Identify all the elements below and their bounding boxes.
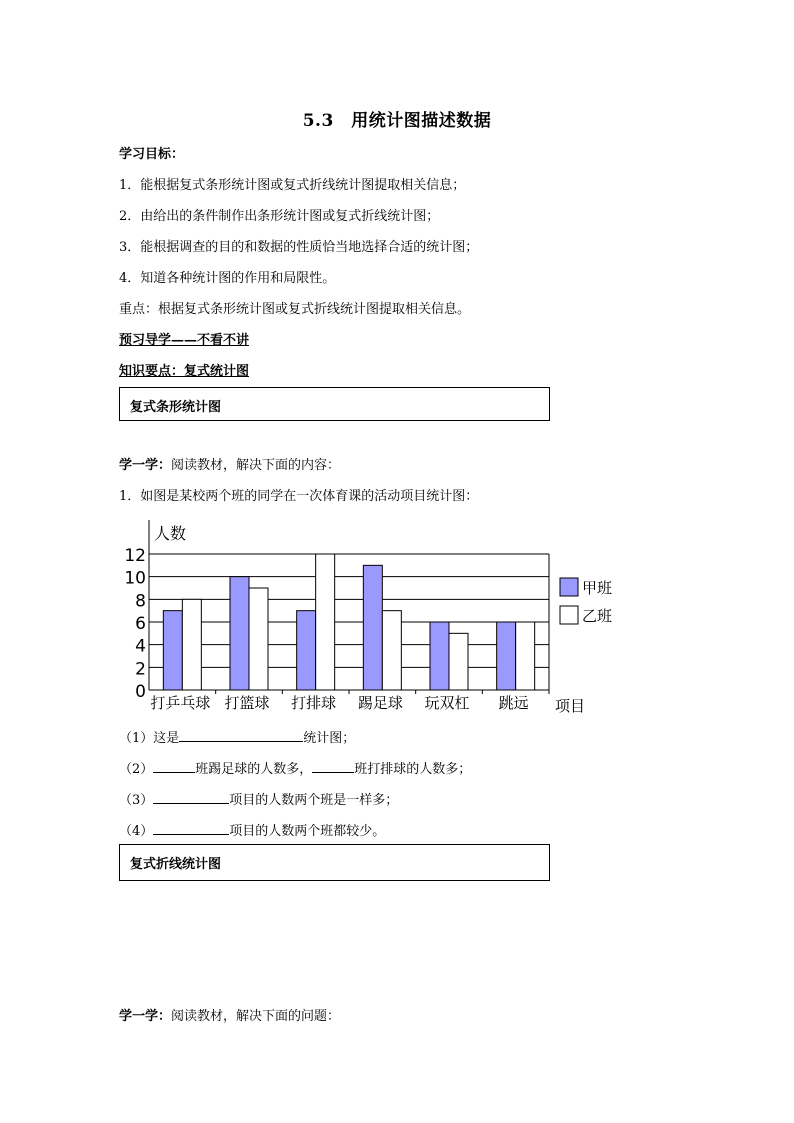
fill-q1-suffix: 统计图； <box>303 731 356 746</box>
x-tick-label: 打乒乓球 <box>150 694 211 712</box>
learn-label: 学一学： <box>119 458 172 473</box>
page-title: 5.3 用统计图描述数据 <box>302 111 492 131</box>
question-1: 1．如图是某校两个班的同学在一次体育课的活动项目统计图： <box>119 489 479 504</box>
bar-class-a <box>230 577 249 690</box>
key-point: 重点：根据复式条形统计图或复式折线统计图提取相关信息。 <box>119 302 471 317</box>
bar-class-a <box>430 622 449 690</box>
legend-label: 甲班 <box>582 579 613 597</box>
x-tick-label: 跳远 <box>498 694 529 712</box>
bar-class-a <box>497 622 516 690</box>
y-axis-label: 人数 <box>154 524 187 543</box>
answer-blank-2b[interactable] <box>312 759 354 773</box>
bar-class-b <box>316 554 335 690</box>
answer-blank-3[interactable] <box>153 790 229 804</box>
fill-q3-prefix: （3） <box>119 793 154 808</box>
learn-instruction-2 <box>119 1008 340 1026</box>
y-tick-label: 4 <box>135 636 146 657</box>
x-tick-label: 踢足球 <box>357 694 403 712</box>
objectives-heading: 学习目标： <box>119 147 185 162</box>
bar-class-b <box>516 622 535 690</box>
bar-class-b <box>182 599 201 690</box>
objective-item-3: 3．能根据调查的目的和数据的性质恰当地选择合适的统计图； <box>119 240 479 255</box>
answer-blank-2a[interactable] <box>153 759 195 773</box>
section-box-bar-chart <box>119 387 550 421</box>
y-tick-label: 10 <box>124 568 146 589</box>
x-axis-label: 项目 <box>555 697 586 715</box>
legend-swatch <box>560 578 578 596</box>
bar-class-b <box>382 611 401 690</box>
learn-text: 阅读教材，解决下面的内容： <box>171 458 341 473</box>
legend-label: 乙班 <box>582 607 613 625</box>
section-box-label: 复式折线统计图 <box>130 857 222 872</box>
objective-item-2: 2．由给出的条件制作出条形统计图或复式折线统计图； <box>119 209 440 224</box>
fill-q4-suffix: 项目的人数两个班都较少。 <box>229 824 386 839</box>
fill-q3-suffix: 项目的人数两个班是一样多； <box>229 793 399 808</box>
legend-swatch <box>560 606 578 624</box>
fill-q4-prefix: （4） <box>119 824 154 839</box>
objective-item-1: 1．能根据复式条形统计图或复式折线统计图提取相关信息； <box>119 178 466 193</box>
learn-text: 阅读教材，解决下面的问题： <box>171 1009 341 1024</box>
section-box-line-chart <box>119 844 550 881</box>
bar-class-a <box>363 565 382 690</box>
answer-blank-4[interactable] <box>153 821 229 835</box>
learn-label: 学一学： <box>119 1009 172 1024</box>
bar-class-a <box>297 611 316 690</box>
bar-class-b <box>249 588 268 690</box>
y-tick-label: 8 <box>135 591 146 612</box>
x-tick-label: 打篮球 <box>224 694 270 712</box>
y-tick-label: 6 <box>135 614 146 634</box>
preview-heading: 预习导学——不看不讲 <box>119 333 250 348</box>
bar-class-b <box>449 633 468 690</box>
fill-question-3 <box>119 790 398 810</box>
learn-instruction-1 <box>119 457 340 475</box>
fill-question-4 <box>119 821 385 841</box>
section-box-label: 复式条形统计图 <box>130 400 222 415</box>
knowledge-heading: 知识要点：复式统计图 <box>119 364 250 379</box>
objective-item-4: 4．知道各种统计图的作用和局限性。 <box>119 271 336 286</box>
fill-q2-suffix: 班打排球的人数多； <box>354 762 472 777</box>
x-tick-label: 打排球 <box>291 694 337 712</box>
y-tick-label: 12 <box>124 546 146 566</box>
fill-q1-prefix: （1）这是 <box>119 731 180 746</box>
bar-class-a <box>163 611 182 690</box>
fill-question-1 <box>119 728 355 748</box>
y-tick-label: 0 <box>135 682 146 702</box>
fill-question-2 <box>119 759 471 779</box>
x-tick-label: 玩双杠 <box>424 694 470 712</box>
y-tick-label: 2 <box>135 659 146 680</box>
fill-q2-prefix: （2） <box>119 762 154 777</box>
fill-q2-middle: 班踢足球的人数多， <box>195 762 313 777</box>
answer-blank-1[interactable] <box>179 728 303 742</box>
